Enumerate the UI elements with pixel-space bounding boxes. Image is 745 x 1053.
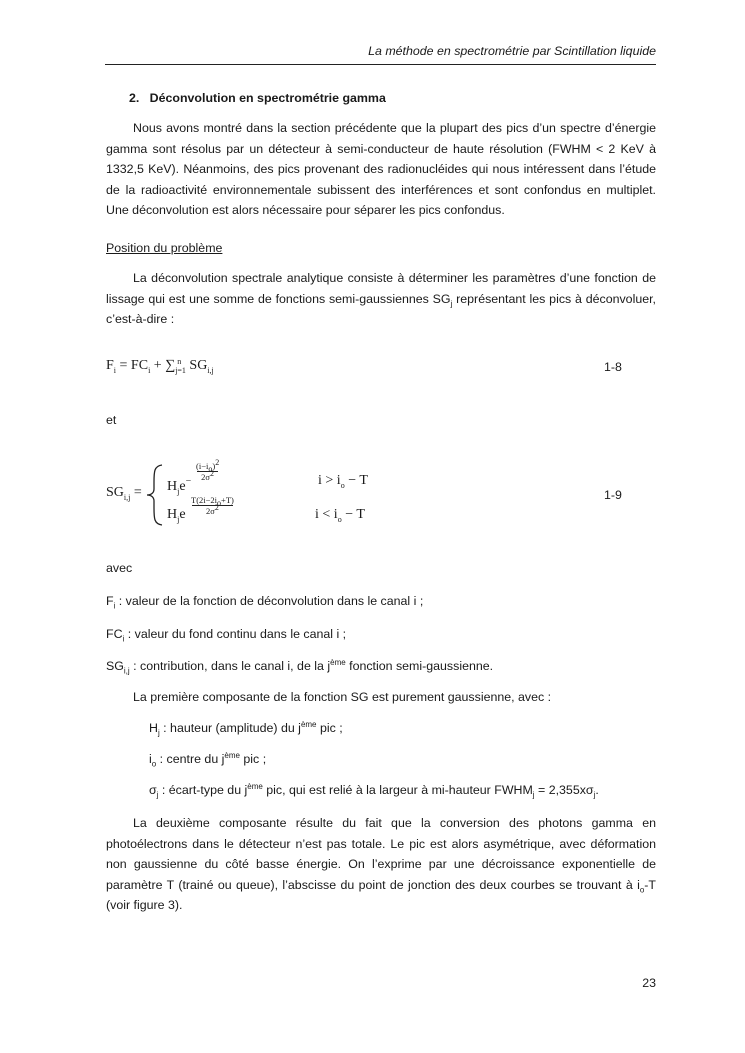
word-avec: avec bbox=[106, 561, 133, 575]
definition-fci: $FC_i$ : valeur du fond continu dans le canal i ; bbox=[106, 627, 347, 644]
equation-number-1-9: 1-9 bbox=[604, 488, 622, 502]
case-1-base: $H_je^-$ bbox=[167, 476, 192, 496]
word-et: et bbox=[106, 413, 117, 427]
section-title: Déconvolution en spectrométrie gamma bbox=[149, 91, 386, 105]
case-2-base: $H_je$ bbox=[167, 507, 186, 524]
piecewise-brace bbox=[145, 464, 165, 526]
equation-1-9-lhs: $SG_{i,j}$ = bbox=[106, 485, 142, 502]
subheading: Position du problème bbox=[106, 241, 223, 255]
problem-text-b: représentant les pics à déconvoluer, c’est-à-dire : bbox=[106, 291, 656, 326]
second-component-paragraph: La deuxième composante résulte du fait que la conversion des photons gamma en photoélectrons dans le détecteur n’est pas totale. Le pic est alors asymétrique, avec déformation non gaussienne du côté basse énergie. On l’exprime par une décroissance exponentielle de paramètre T (trainé ou queue), l’abscisse du point de jonction des deux courbes se trouvant à $i_o-T$ (voir figure 3). bbox=[106, 816, 656, 912]
case-2-exponent bbox=[191, 495, 234, 516]
case-2-condition: $i < i_o - T$ bbox=[315, 507, 365, 524]
section-heading bbox=[129, 88, 679, 109]
problem-text-a: La déconvolution spectrale analytique consiste à déterminer les paramètres d’une fonction de lissage qui est une somme de fonctions semi-gaussiennes SG bbox=[106, 271, 656, 306]
header-rule bbox=[105, 64, 656, 65]
definition-sgij: $SG_{i,j}$ : contribution, dans le canal i, de la $j^{ème}$ fonction semi-gaussienne. bbox=[106, 657, 494, 676]
section-number: 2. bbox=[129, 91, 140, 105]
running-header: La méthode en spectrométrie par Scintillation liquide bbox=[368, 44, 656, 58]
page-number: 23 bbox=[642, 976, 656, 990]
exp2-denominator: $2\sigma^2$ bbox=[206, 503, 219, 516]
problem-sub: j bbox=[450, 298, 453, 308]
intro-paragraph: Nous avons montré dans la section précédente que la plupart des pics d’un spectre d’énergie gamma sont résolus par un détecteur à semi-conducteur de haute résolution (FWHM < 2 KeV à 1332,5 KeV). Néanmoins, des pics provenant des radionucléides qui nous intéressent dans l’étude de la radioactivité environnementale subissent des interférences et sont confondus en multiplet. Une déconvolution est alors nécessaire pour séparer les pics confondus. bbox=[106, 121, 656, 217]
param-hj: $H_j$ : hauteur (amplitude) du $j^{ème}$ pic ; bbox=[149, 719, 343, 738]
case-1-exponent bbox=[196, 458, 220, 482]
equation-number-1-8: 1-8 bbox=[604, 360, 622, 374]
param-sigma: $\sigma_j$ : écart-type du $j^{ème}$ pic, qui est relié à la largeur à mi-hauteur $FWHM_j = 2,355x\sigma_j$. bbox=[149, 781, 599, 800]
definition-fi: $F_i$ : valeur de la fonction de déconvolution dans le canal i ; bbox=[106, 594, 424, 611]
param-io: $i_o$ : centre du $j^{ème}$ pic ; bbox=[149, 750, 267, 769]
case-1-condition: $i > i_o - T$ bbox=[318, 473, 368, 490]
first-component-text: La première composante de la fonction SG est purement gaussienne, avec : bbox=[133, 690, 552, 704]
exp2-numerator: $T(2i-2i_o+T)$ bbox=[191, 495, 234, 508]
equation-1-8: $F_i = FC_i$ + ∑ n j=1 $SG_{i,j}$ bbox=[106, 356, 214, 375]
problem-paragraph bbox=[106, 268, 656, 330]
exp1-denominator: $2\sigma^2$ bbox=[201, 469, 215, 482]
exp1-numerator: $(i-i_o)^2$ bbox=[196, 458, 220, 474]
